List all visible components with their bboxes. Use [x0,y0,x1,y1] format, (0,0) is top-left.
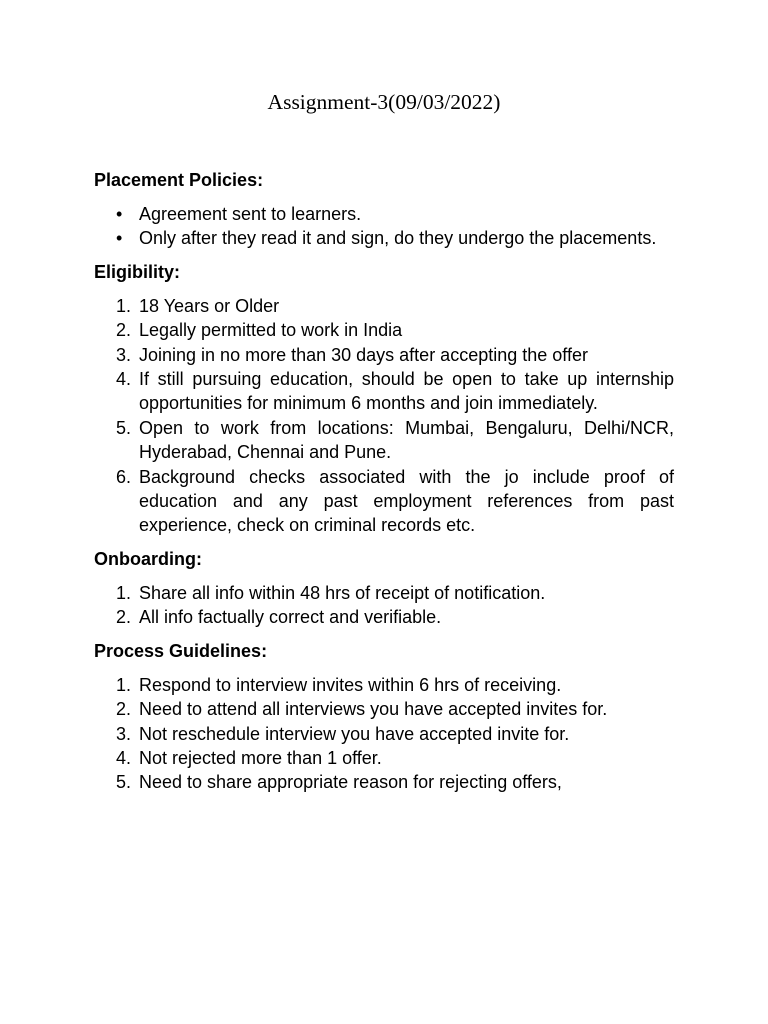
list-number: 1. [116,582,132,603]
list-number: 5. [116,417,132,438]
list-item-text: Background checks associated with the jo include proof of education and any past employment references from past experience, check on criminal records etc. [139,466,674,536]
list-item [94,697,674,721]
list-number: 1. [116,674,132,695]
list-item [94,746,674,770]
document-title: Assignment-3(09/03/2022) [267,90,501,114]
list-number: 6. [116,466,132,487]
list-item-text: Need to attend all interviews you have accepted invites for. [139,699,608,720]
list-item [94,722,674,746]
bullet-marker: • [116,228,123,249]
list-number: 1. [116,295,132,316]
list-item [94,367,674,416]
list-item-text: All info factually correct and verifiable. [139,607,442,628]
eligibility-heading: Eligibility: [94,261,181,282]
process-guidelines-list [94,673,674,795]
list-item [94,202,674,226]
list-item-text: Legally permitted to work in India [139,320,403,341]
bullet-marker: • [116,204,123,224]
list-item [94,226,674,250]
list-number: 3. [116,344,132,365]
list-item-text: Respond to interview invites within 6 hrs of receiving. [139,674,562,695]
list-item [94,343,674,367]
list-item-text: Open to work from locations: Mumbai, Bengaluru, Delhi/NCR, Hyderabad, Chennai and Pune. [139,417,674,463]
list-item [94,416,674,465]
list-item [94,605,674,629]
list-item-text: 18 Years or Older [139,295,280,316]
list-item-text: Not reschedule interview you have accepted invite for. [139,723,570,744]
list-number: 2. [116,607,132,628]
document-body [94,168,674,795]
list-item-text: Need to share appropriate reason for rejecting offers, [139,772,562,793]
list-item-text: Joining in no more than 30 days after accepting the offer [139,344,588,365]
process-guidelines-heading: Process Guidelines: [94,640,268,661]
list-item-text: Share all info within 48 hrs of receipt of notification. [139,582,546,603]
list-item [94,770,674,794]
list-number: 5. [116,772,132,793]
onboarding-list [94,581,674,630]
list-item-text: Not rejected more than 1 offer. [139,747,382,768]
list-item [94,318,674,342]
list-item [94,465,674,538]
list-number: 2. [116,320,132,341]
list-number: 4. [116,369,132,390]
list-number: 4. [116,747,132,768]
list-item [94,581,674,605]
onboarding-heading: Onboarding: [94,548,202,569]
eligibility-list [94,294,674,538]
list-number: 2. [116,699,132,720]
list-item-text: Only after they read it and sign, do they undergo the placements. [139,228,657,249]
list-item [94,673,674,697]
placement-policies-heading: Placement Policies: [94,170,264,190]
list-item-text: Agreement sent to learners. [139,204,362,224]
list-item-text: If still pursuing education, should be open to take up internship opportunities for minimum 6 months and join immediately. [139,369,674,414]
list-number: 3. [116,723,132,744]
list-item [94,294,674,318]
placement-policies-list [94,202,674,251]
